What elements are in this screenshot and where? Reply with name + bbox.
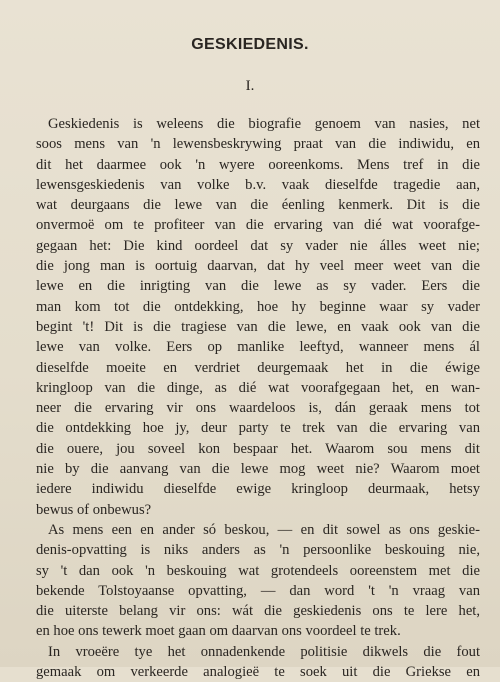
text-line: gemaak om verkeerde analogieë te soek uit die Griekse en	[36, 664, 480, 681]
text-line: In vroeëre tye het onnadenkende politisie dikwels die fout	[48, 643, 480, 660]
text-line: kringloop van die dinge, as dié wat voorafgegaan het, en wan-	[36, 379, 480, 396]
text-line: lewe en die inrigting van die lewe as sy vader. Eers die	[36, 278, 480, 295]
text-line: lewe van volke. Eers op manlike leeftyd, wanneer mens ál	[36, 339, 480, 356]
text-line: denis-opvatting is niks anders as 'n persoonlike beskouing nie,	[36, 542, 480, 559]
body-text	[36, 114, 480, 682]
text-line: bewus of onbewus?	[36, 501, 152, 518]
text-line: die jong man is oortuig daarvan, dat hy veel meer weet van die	[36, 258, 480, 275]
text-line: neer die ervaring vir ons waardeloos is, dán geraak mens tot	[36, 400, 480, 417]
text-line: die ouere, jou soveel kon bespaar het. Waarom sou mens dit	[36, 440, 480, 457]
text-line: nie by die aanvang van die lewe mog weet nie? Waarom moet	[36, 461, 480, 478]
text-line: man kom tot die ontdekking, hoe hy beginne waar sy vader	[36, 298, 480, 315]
text-line: bekende Tolstoyaanse opvatting, — dan word 't 'n vraag van	[36, 582, 480, 599]
text-line: en hoe ons tewerk moet gaan om daarvan ons voordeel te trek.	[36, 623, 401, 640]
text-line: soos mens van 'n lewensbeskrywing praat van die indiwidu, en	[36, 136, 480, 153]
text-line: gegaan het: Die kind oordeel dat sy vader nie álles weet nie;	[36, 237, 480, 254]
text-line: die uiterste belang vir ons: wát die geskiedenis ons te lere het,	[36, 603, 480, 620]
text-line: die ontdekking hoe jy, deur party te trek van die ervaring van	[36, 420, 480, 437]
text-line: dit het daarmee ook 'n wyere ooreenkoms. Mens tref in die	[36, 156, 480, 173]
text-line: lewensgeskiedenis van volke b.v. vaak dieselfde tragedie aan,	[36, 176, 480, 193]
text-line: onvermoë om te profiteer van die ervaring van dié wat voorafge-	[36, 217, 480, 234]
text-line: Geskiedenis is weleens die biografie genoem van nasies, net	[48, 116, 480, 132]
text-line: wat deurgaans die lewe van die éenling kenmerk. Dit is die	[36, 197, 480, 214]
text-line: sy 't dan ook 'n beskouing wat grotendeels ooreenstem met die	[36, 562, 480, 579]
text-line: iedere indiwidu dieselfde ewige kringloop deurmaak, hetsy	[36, 481, 480, 498]
text-line: dieselfde moeite en verdriet deurgemaak het in die éwige	[36, 359, 480, 376]
text-line: As mens een en ander só beskou, — en dit sowel as ons geskie-	[48, 521, 480, 538]
page-heading: GESKIEDENIS.	[191, 36, 309, 53]
text-line: begint 't! Dit is die tragiese van die lewe, en vaak ook van die	[36, 318, 480, 335]
section-numeral: I.	[245, 78, 255, 94]
